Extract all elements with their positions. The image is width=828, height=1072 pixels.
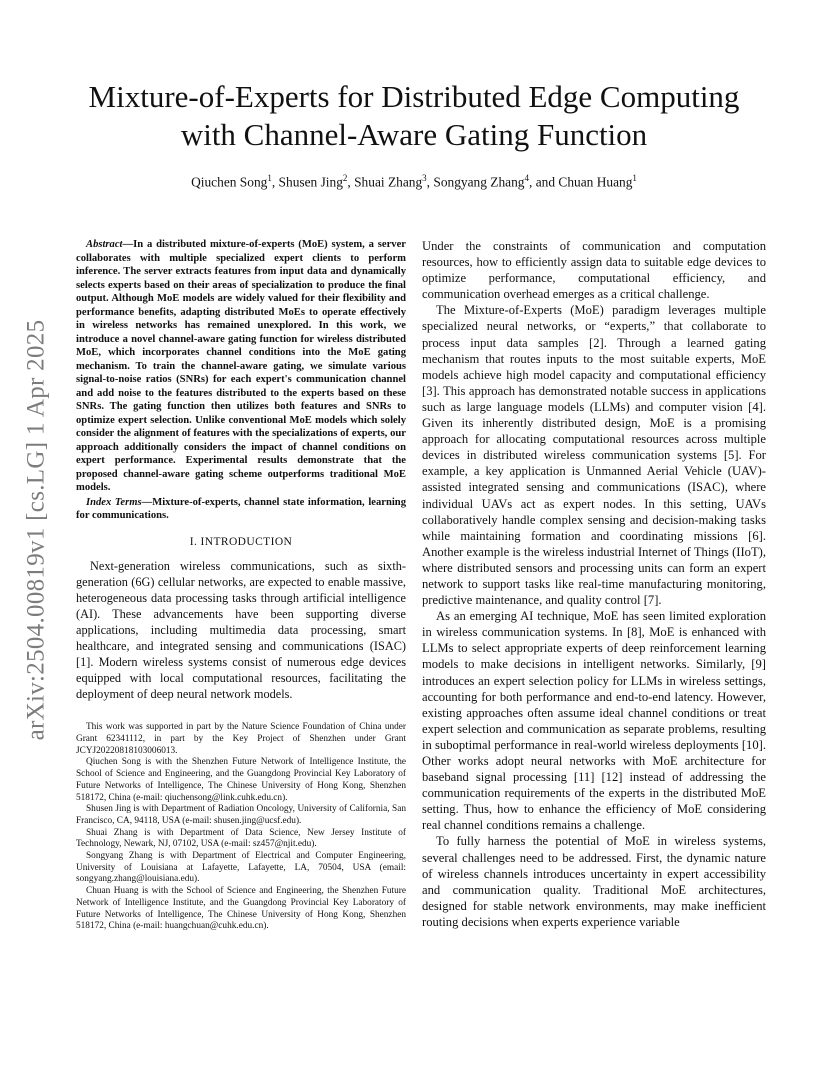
author-name: Shusen Jing [278, 174, 343, 190]
body-paragraph: As an emerging AI technique, MoE has seen limited exploration in wireless communication systems. In [8], MoE is enhanced with LLMs to select appropriate experts of deep reinforcement learning models to make decisions in intelligent networks. Similarly, [9] introduces an expert selection policy for LLMs in wireless settings, accounting for both performance and end-to-end latency. However, existing approaches often assume ideal channel conditions or treat expert selection and communication as separate problems, resulting in suboptimal performance in real-world wireless deployments [10]. Other works adopt neural networks with MoE architecture for baseband signal processing [11] [12] instead of addressing the communication requirements of the experts in the distributed MoE setting. Thus, how to enhance the efficiency of MoE considering real channel conditions remains a challenge. [422, 609, 766, 833]
footnotes [76, 722, 406, 933]
footnote-author-4: Songyang Zhang is with Department of Electrical and Computer Engineering, University of Louisiana at Lafayette, Lafayette, LA, 70504, USA (email: songyang.zhang@louisiana.edu). [76, 851, 406, 885]
section-heading-introduction: I. INTRODUCTION [189, 535, 293, 548]
left-column [76, 238, 406, 933]
arxiv-identifier-stamp [18, 280, 54, 780]
index-terms [76, 496, 406, 523]
title-line-2: with Channel-Aware Gating Function [180, 117, 648, 152]
body-paragraph: The Mixture-of-Experts (MoE) paradigm leverages multiple specialized neural networks, or “experts,” that collaborate to process input data samples [2]. Through a learned gating mechanism that routes inputs to the most suitable experts, MoE models achieve high model capacity and computational efficiency [3]. This approach has demonstrated notable success in applications such as large language models (LLMs) and computer vision [4]. Given its inherently distributed design, MoE is a promising approach for allocating computational resources across multiple devices in distributed wireless communication systems [5]. For example, a key application is Unmanned Aerial Vehicle (UAV)-assisted integrated sensing and communications (ISAC), where individual UAVs act as expert nodes. In this setting, UAVs collaboratively handle complex sensing and decision-making tasks while maintaining formation and coordinating missions [6]. Another example is the wireless industrial Internet of Things (IIoT), where distributed sensors and processing units can form an expert network to support tasks like real-time manufacturing monitoring, predictive maintenance, and quality control [7]. [422, 303, 766, 608]
arxiv-identifier-text: arXiv:2504.00819v1 [cs.LG] 1 Apr 2025 [22, 319, 49, 741]
author-name: Songyang Zhang [433, 174, 525, 190]
index-terms-text: —Mixture-of-experts, channel state information, learning for communications. [76, 496, 406, 521]
body-paragraph-continued: Under the constraints of communication and computation resources, how to efficiently assign data to suitable edge devices to optimize performance, computational efficiency, and communication overhead emerges as a critical challenge. [422, 239, 766, 302]
author-affiliation-mark: 2 [342, 173, 348, 183]
index-terms-lead: Index Terms [86, 496, 142, 508]
right-column [422, 238, 766, 930]
footnote-author-2: Shusen Jing is with Department of Radiation Oncology, University of California, San Francisco, CA, 94118, USA (e-mail: shusen.jing@ucsf.edu). [76, 804, 406, 826]
footnote-author-5: Chuan Huang is with the School of Science and Engineering, the Shenzhen Future Network of Intelligence Institute, and the Guangdong Provincial Key Laboratory of Future Networks of Intelligence, The Chinese University of Hong Kong, Shenzhen 518172, China (e-mail: huangchuan@cuhk.edu.cn). [76, 886, 406, 932]
footnote-funding: This work was supported in part by the Nature Science Foundation of China under Grant 62341112, in part by the Key Project of Shenzhen under Grant JCYJ20220818103006013. [76, 722, 406, 756]
abstract [76, 238, 406, 495]
author-name: Qiuchen Song [191, 174, 268, 190]
author-affiliation-mark: 4 [524, 173, 529, 183]
author-name: Chuan Huang [558, 174, 633, 190]
author-affiliation-mark: 1 [632, 173, 637, 183]
title-line-1: Mixture-of-Experts for Distributed Edge Computing [88, 79, 740, 114]
footnote-author-3: Shuai Zhang is with Department of Data Science, New Jersey Institute of Technology, Newark, NJ, 07102, USA (e-mail: sz457@njit.edu). [76, 827, 406, 850]
abstract-text: —In a distributed mixture-of-experts (MoE) system, a server collaborates with multiple specialized expert clients to perform inference. The server extracts features from input data and dynamically selects experts based on their areas of specialization to produce the final output. Although MoE models are widely valued for their flexibility and performance benefits, adapting distributed MoEs to operate effectively in wireless networks has remained unexplored. In this work, we introduce a novel channel-aware gating function for wireless distributed MoE, which incorporates channel conditions into the MoE gating mechanism. To train the channel-aware gating, we simulate various signal-to-noise ratios (SNRs) for each expert's communication channel and add noise to the features distributed to the experts based on these SNRs. The gating function then utilizes both features and SNRs to optimize expert selection. Unlike conventional MoE models which solely consider the alignment of features with the specializations of experts, our approach additionally considers the impact of channel conditions on expert performance. Experimental results demonstrate that the proposed channel-aware gating scheme outperforms traditional MoE models. [76, 239, 406, 493]
author-affiliation-mark: 1 [267, 173, 272, 183]
abstract-lead: Abstract [86, 239, 123, 250]
body-paragraph: Next-generation wireless communications, such as sixth-generation (6G) cellular networks, are expected to enable massive, heterogeneous data processing tasks through artificial intelligence (AI). These advancements have been supporting diverse applications, including multimedia data processing, smart healthcare, and integrated sensing and communications (ISAC) [1]. Modern wireless systems consist of numerous edge devices equipped with local computational resources, facilitating the deployment of deep neural network models. [76, 558, 406, 702]
author-affiliation-mark: 3 [422, 173, 427, 183]
paper-title [60, 78, 768, 154]
footnote-author-1: Qiuchen Song is with the Shenzhen Future Network of Intelligence Institute, the School of Science and Engineering, and the Guangdong Provincial Key Laboratory of Future Networks of Intelligence, The Chinese University of Hong Kong, Shenzhen 518172, China (e-mail: qiuchensong@link.cuhk.edu.cn). [76, 757, 406, 803]
left-body-text [76, 558, 406, 703]
body-paragraph: To fully harness the potential of MoE in wireless systems, several challenges need to be addressed. First, the dynamic nature of wireless channels introduces uncertainty in expert accessibility and communication quality. Traditional MoE architectures, designed for stable network environments, may make inefficient routing decisions when experts experience variable [422, 834, 766, 929]
author-list: Qiuchen Song$^1$, Shusen Jing$^2$, Shuai Zhang$^3$, Songyang Zhang$^4$, and Chuan Huang$^1$ [191, 173, 637, 190]
author-name: Shuai Zhang [354, 174, 423, 190]
